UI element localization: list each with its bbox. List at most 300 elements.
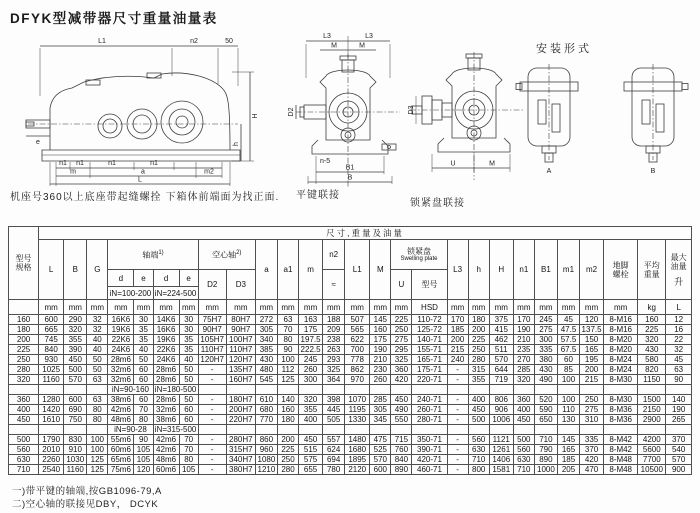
cell: 100H7 (226, 335, 255, 345)
cell: 600 (39, 315, 64, 325)
cell: 185 (447, 325, 468, 335)
cell: 16K6 (153, 325, 179, 335)
cell: 450 (9, 415, 39, 425)
cell: 970 (345, 375, 370, 385)
data-row (9, 375, 692, 385)
range-row (9, 425, 692, 435)
cell: 320 (513, 375, 534, 385)
cell: 197.5 (299, 335, 323, 345)
cell (557, 425, 579, 435)
cell (580, 425, 604, 435)
cell: 507 (345, 315, 370, 325)
header-G: G (87, 240, 108, 300)
front-view-key-drawing (288, 32, 414, 192)
cell: 325 (391, 355, 412, 365)
cell: 125 (87, 455, 108, 465)
cell: 420 (580, 455, 604, 465)
cell: 1195 (345, 405, 370, 415)
cell: 272 (255, 315, 277, 325)
cell: 8-M36 (604, 405, 638, 415)
cell: 170 (513, 315, 534, 325)
header-D3: D3 (226, 270, 255, 300)
cell: 1261 (489, 445, 513, 455)
dim-label-L: L (138, 176, 142, 184)
cell: - (447, 365, 468, 375)
cell: 340 (255, 335, 277, 345)
cell: 60 (134, 395, 153, 405)
cell: 5600 (638, 445, 666, 455)
cell: 2010 (39, 445, 64, 455)
cell: 320 (9, 375, 39, 385)
range-row (9, 385, 692, 395)
dim-label-H: H (252, 113, 259, 119)
cell: 32m6 (108, 375, 134, 385)
cell: 250 (9, 355, 39, 365)
unit-cell: mm (299, 300, 323, 315)
dim-label-Ma: M (331, 42, 337, 50)
cell (604, 385, 638, 395)
cell: 160H7 (226, 375, 255, 385)
cell: - (198, 455, 226, 465)
data-row (9, 435, 692, 445)
cell: 220H7 (226, 415, 255, 425)
cell: 32 (87, 315, 108, 325)
cell: 200 (277, 435, 298, 445)
cell (299, 425, 323, 435)
cell: 275 (534, 325, 557, 335)
cell: 462 (489, 335, 513, 345)
cell: - (447, 375, 468, 385)
cell (638, 425, 666, 435)
header-D2: D2 (198, 270, 226, 300)
cell: 225 (468, 335, 489, 345)
header-d1: d (108, 270, 134, 287)
cell: 778 (345, 355, 370, 365)
cell: 335 (534, 345, 557, 355)
cell: 1680 (345, 445, 370, 455)
cell: 80 (134, 415, 153, 425)
cell: 290 (64, 315, 87, 325)
cell: 1000 (534, 465, 557, 475)
cell (9, 425, 39, 435)
cell: 90 (277, 345, 298, 355)
cell (447, 385, 468, 395)
cell: 8-M48 (604, 455, 638, 465)
cell: 345 (370, 415, 391, 425)
cell: 1500 (638, 395, 666, 405)
cell: 680 (255, 405, 277, 415)
range-cell: iN=90-160 (108, 385, 153, 395)
cell: 110 (557, 405, 579, 415)
cell: 50 (179, 395, 198, 405)
cell: 710 (468, 455, 489, 465)
cell: 700 (345, 345, 370, 355)
cell: 38m6 (108, 395, 134, 405)
cell: 110H7 (226, 345, 255, 355)
cell: 515 (299, 445, 323, 455)
dim-label-a: a (141, 168, 145, 176)
cell: 230 (370, 365, 391, 375)
cell: 60 (179, 405, 198, 415)
cell: 105 (134, 445, 153, 455)
header-m: m (299, 240, 323, 300)
cell: 80H7 (226, 315, 255, 325)
dim-label-n1b: n1 (76, 160, 84, 167)
cell (255, 425, 277, 435)
cell: 930 (39, 355, 64, 365)
cell (323, 385, 345, 395)
cell: 960 (255, 445, 277, 455)
cell: 120H7 (226, 355, 255, 365)
cell: 100 (87, 445, 108, 455)
cell: 575 (299, 455, 323, 465)
cell (580, 385, 604, 395)
cell (557, 385, 579, 395)
cell: 1210 (255, 465, 277, 475)
cell: 545 (255, 375, 277, 385)
cell: 500 (9, 435, 39, 445)
header-h: h (468, 240, 489, 300)
cell: 694 (323, 455, 345, 465)
cell: 180 (468, 315, 489, 325)
dim-label-h: h (233, 142, 240, 146)
cell: 590 (534, 405, 557, 415)
cell: 70 (277, 325, 298, 335)
front-view-key-svg (288, 32, 414, 192)
header-L3: L3 (447, 240, 468, 300)
cell: - (198, 405, 226, 415)
data-row (9, 365, 692, 375)
unit-cell: mm (226, 300, 255, 315)
cell: 35 (134, 325, 153, 335)
cell: 2540 (39, 465, 64, 475)
unit-cell: mm (64, 300, 87, 315)
dim-label-l3a: L3 (323, 33, 331, 40)
cell: 150 (580, 335, 604, 345)
cell: 48m6 (108, 415, 134, 425)
cell: 460-71 (412, 465, 447, 475)
cell: 906 (489, 405, 513, 415)
table-body (9, 315, 692, 475)
unit-cell: mm (513, 300, 534, 315)
dim-label-l3b: L3 (365, 33, 373, 40)
unit-cell: mm (557, 300, 579, 315)
cell: - (447, 395, 468, 405)
unit-cell: mm (447, 300, 468, 315)
cell: 398 (323, 395, 345, 405)
cell: 238 (323, 335, 345, 345)
cell: 45 (666, 355, 692, 365)
cell (666, 385, 692, 395)
cell: 140-71 (412, 335, 447, 345)
lock-plate-cn: 锁紧盘 (406, 247, 431, 256)
cell: 8-M20 (604, 345, 638, 355)
cell: 57.5 (557, 335, 579, 345)
cell: 215 (580, 375, 604, 385)
cell: 42m6 (108, 405, 134, 415)
unit-cell: mm (468, 300, 489, 315)
shaft-end-sup: 1) (158, 250, 164, 257)
cell: 90 (666, 375, 692, 385)
cell (370, 425, 391, 435)
unit-cell: mm (87, 300, 108, 315)
cell: 265 (666, 415, 692, 425)
cell: 175 (370, 335, 391, 345)
cell: 67.5 (557, 345, 579, 355)
unit-cell: mm (277, 300, 298, 315)
cell: 105 (134, 455, 153, 465)
cell (345, 425, 370, 435)
dim-label-B: B (347, 174, 353, 182)
cell: 719 (489, 375, 513, 385)
cell: 130 (557, 415, 579, 425)
data-row (9, 325, 692, 335)
cell: 22K6 (108, 335, 134, 345)
cell: 500 (468, 415, 489, 425)
page-title: DFYK型减带器尺寸重量油量表 (10, 11, 218, 26)
footnote-2: 二)空心轴的联接见DBY， DCYK (12, 498, 159, 510)
unit-cell: mm (108, 300, 134, 315)
header-anchor-bolt (604, 240, 638, 300)
cell: 32m6 (108, 365, 134, 375)
cell: 120H7 (198, 355, 226, 365)
avg-weight-line2: 重量 (643, 269, 660, 279)
cell: 12 (666, 315, 692, 325)
cell: 240 (447, 355, 468, 365)
cell: 1150 (638, 375, 666, 385)
cell: 8-M30 (604, 375, 638, 385)
header-lock-model: 型号 (412, 270, 447, 300)
cell: 300 (534, 335, 557, 345)
cell: 40 (87, 335, 108, 345)
cell: 4200 (638, 435, 666, 445)
avg-weight-line1: 平均 (643, 260, 660, 270)
cell: 70 (179, 435, 198, 445)
dim-label-D3: D3 (408, 105, 415, 115)
dim-label-B1: B1 (345, 164, 355, 172)
cell: 275 (580, 405, 604, 415)
cell: 600 (370, 465, 391, 475)
cell: 1610 (39, 415, 64, 425)
cell (412, 425, 447, 435)
cell: 1006 (489, 415, 513, 425)
cell: 137.5 (580, 325, 604, 335)
cell: 125 (277, 375, 298, 385)
header-n1: n1 (513, 240, 534, 300)
cell: 125 (87, 465, 108, 475)
cell: 360 (513, 395, 534, 405)
header-a1: a1 (277, 240, 298, 300)
range-cell: iN=315-500 (154, 425, 197, 434)
range-cell: iN=180-500 (154, 385, 197, 394)
header-e2: e (179, 270, 198, 287)
unit-cell: HSD (412, 300, 447, 315)
cell: 145 (370, 315, 391, 325)
cell: 580 (638, 355, 666, 365)
cell: 47.5 (557, 325, 579, 335)
cell: 490 (534, 375, 557, 385)
cell: 40 (87, 345, 108, 355)
cell: 390 (64, 345, 87, 355)
cell: 160 (638, 315, 666, 325)
cell: 8-M42 (604, 445, 638, 455)
header-model-line1: 型号 (15, 254, 32, 263)
cell: 295 (391, 345, 412, 355)
cell: 28m6 (153, 395, 179, 405)
hollow-shaft-sup: 2) (236, 250, 242, 257)
cell: 85 (557, 365, 579, 375)
footnotes (12, 486, 162, 511)
cell (534, 425, 557, 435)
header-L1: L1 (345, 240, 370, 300)
cell: 750 (64, 415, 87, 425)
cell: 280H7 (226, 435, 255, 445)
cell: 380 (534, 355, 557, 365)
cell: 445 (323, 405, 345, 415)
cell: 225 (638, 325, 666, 335)
cell: 320 (64, 325, 87, 335)
cell (370, 385, 391, 395)
cell: 125-72 (412, 325, 447, 335)
header-shaft-end (108, 240, 198, 270)
cell: - (447, 405, 468, 415)
cell: 24K6 (153, 355, 179, 365)
cell: 350-71 (412, 435, 447, 445)
cell: 190 (666, 405, 692, 415)
form-b-label: B (650, 168, 656, 175)
cell: 32 (87, 325, 108, 335)
cell (513, 425, 534, 435)
data-row (9, 335, 692, 345)
cell: 35 (179, 345, 198, 355)
cell: 300 (299, 375, 323, 385)
cell: 38m6 (153, 415, 179, 425)
dim-label-U: U (450, 160, 456, 168)
unit-cell: mm (179, 300, 198, 315)
cell (299, 385, 323, 395)
unit-cell: L (666, 300, 692, 315)
cell: 1160 (64, 465, 87, 475)
cell: 8-M24 (604, 355, 638, 365)
cell: 840 (391, 455, 412, 465)
cell: 745 (39, 335, 64, 345)
dim-label-l1: L1 (98, 38, 106, 45)
cell: 570 (489, 355, 513, 365)
cell: 63 (277, 315, 298, 325)
header-avg-weight (638, 240, 666, 300)
cell: 430 (255, 355, 277, 365)
cell: 860 (255, 435, 277, 445)
cell (64, 385, 87, 395)
header-range2: iN=224-500 (154, 288, 197, 298)
header-M: M (370, 240, 391, 300)
cell: 24K6 (108, 345, 134, 355)
cell: 240-71 (412, 395, 447, 405)
cell: 800 (468, 465, 489, 475)
cell: 60 (179, 415, 198, 425)
cell: 910 (64, 445, 87, 455)
cell: 710 (513, 465, 534, 475)
cell: - (447, 435, 468, 445)
cell: 8-M16 (604, 315, 638, 325)
base-note: 机座号360以上底座带起缝螺拴 下箱体前端面为找正面. (10, 192, 280, 203)
cell: 525 (370, 445, 391, 455)
cell: 710 (9, 465, 39, 475)
cell: 790 (534, 445, 557, 455)
dimension-weight-oil-table (8, 226, 692, 475)
cell: 862 (345, 365, 370, 375)
cell: 110H7 (198, 345, 226, 355)
cell: 806 (489, 395, 513, 405)
cell: 630 (9, 455, 39, 465)
cell: 60m6 (153, 465, 179, 475)
cell: 63 (87, 395, 108, 405)
cell: 165 (557, 445, 579, 455)
form-a-label: A (546, 168, 552, 175)
front-view-lockdisk-svg (408, 40, 528, 190)
cell: 48m6 (153, 455, 179, 465)
cell: 1406 (489, 455, 513, 465)
header-max-oil (666, 240, 692, 300)
data-row (9, 355, 692, 365)
cell: 8-M20 (604, 335, 638, 345)
cell: 285 (513, 365, 534, 375)
cell: 1121 (489, 435, 513, 445)
cell: 1581 (489, 465, 513, 475)
cell: 90 (134, 435, 153, 445)
data-row (9, 315, 692, 325)
cell (87, 385, 108, 395)
cell: 55m6 (108, 435, 134, 445)
cell: 400 (468, 395, 489, 405)
cell: 840 (39, 345, 64, 355)
cell: 200 (580, 365, 604, 375)
cell: 570 (64, 375, 87, 385)
cell: 16K6 (108, 315, 134, 325)
cell: 360 (391, 365, 412, 375)
range-cell: iN=90-28 (108, 425, 153, 435)
cell: 1030 (64, 455, 87, 465)
header-n2: n2 (323, 240, 345, 270)
cell: 250 (580, 395, 604, 405)
cell: 520 (534, 395, 557, 405)
unit-cell: mm (153, 300, 179, 315)
cell: 105H7 (198, 335, 226, 345)
cell: 190 (513, 325, 534, 335)
flat-key-caption: 平键联接 (296, 190, 340, 201)
cell: 335 (580, 435, 604, 445)
install-forms-drawing (516, 60, 688, 178)
cell: 110-72 (412, 315, 447, 325)
dim-label-m: m (70, 168, 76, 176)
data-row (9, 465, 692, 475)
cell: - (198, 415, 226, 425)
cell: 293 (323, 355, 345, 365)
shaft-end-label: 轴端 (142, 250, 159, 260)
cell: 770 (255, 415, 277, 425)
cell: 400 (9, 405, 39, 415)
cell (9, 385, 39, 395)
cell: 560 (468, 435, 489, 445)
cell: 8-M42 (604, 435, 638, 445)
cell: 320 (638, 335, 666, 345)
cell: 500 (64, 365, 87, 375)
cell: 140 (277, 395, 298, 405)
cell: 415 (489, 325, 513, 335)
cell: 22K6 (153, 345, 179, 355)
cell (489, 425, 513, 435)
cell: 550 (391, 415, 412, 425)
